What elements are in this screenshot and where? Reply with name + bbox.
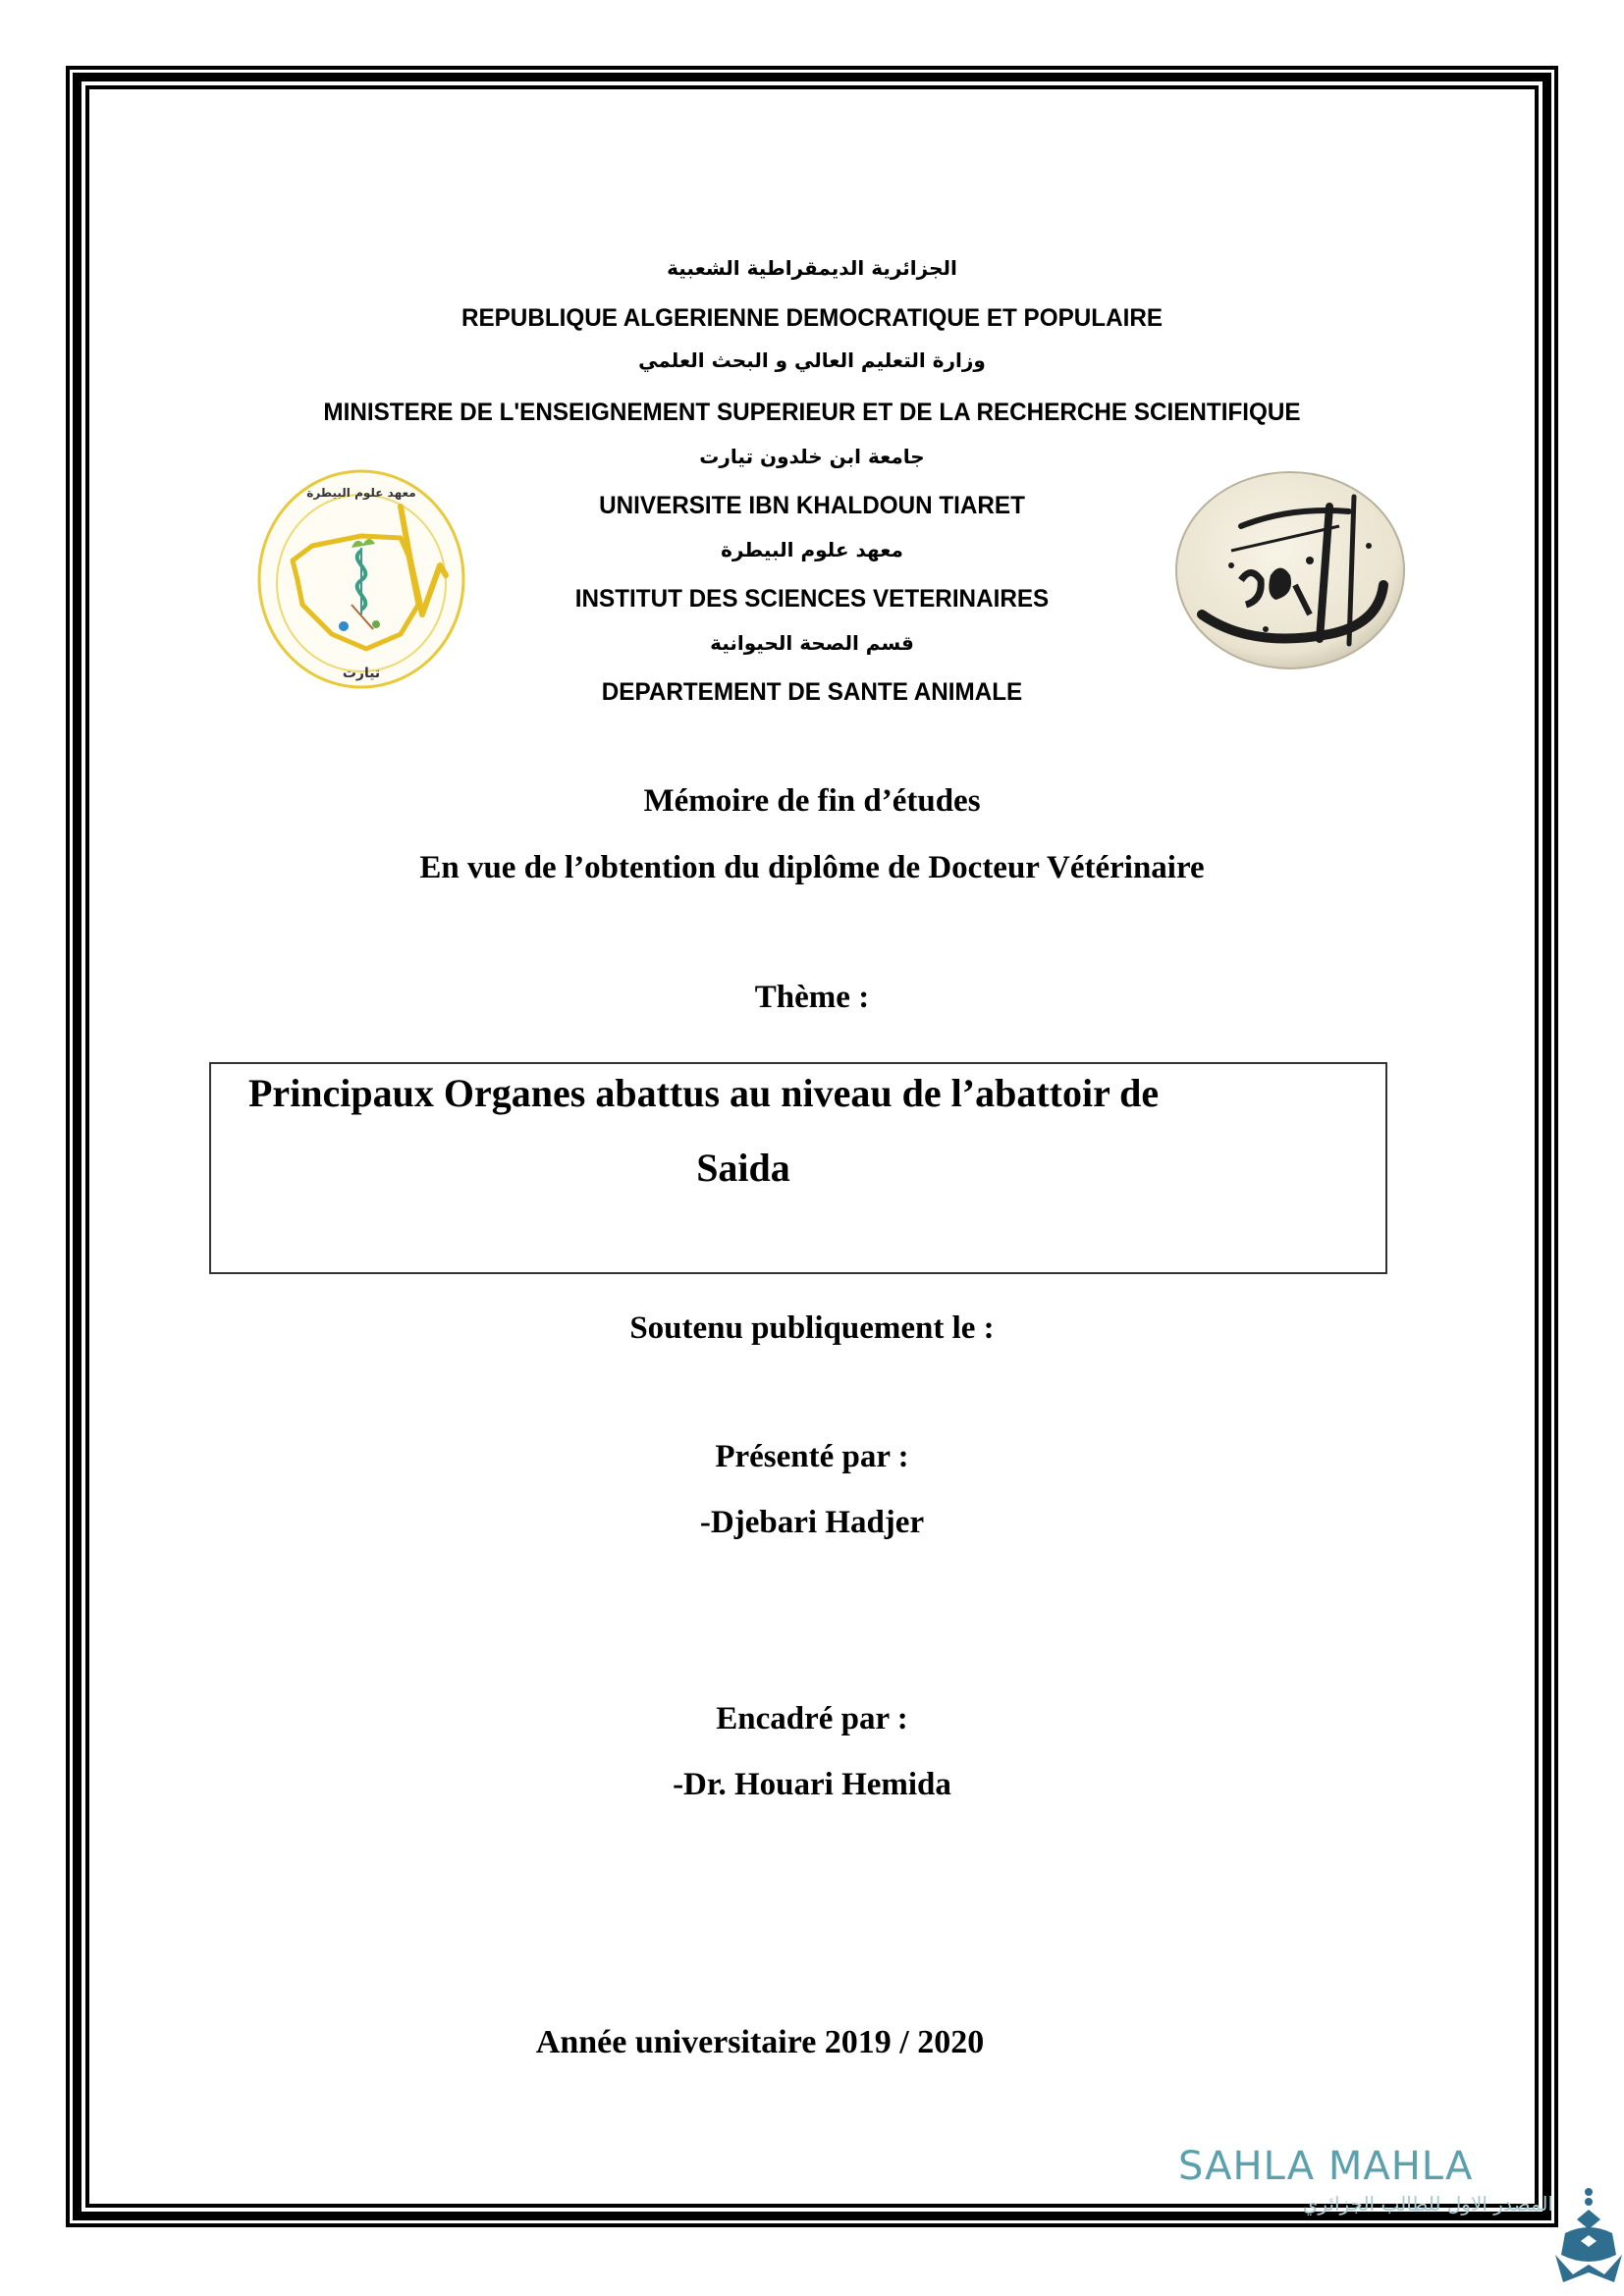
supervisor-name: -Dr. Houari Hemida [673,1767,951,1802]
institute-logo [253,467,469,691]
theme-title-line-1: Principaux Organes abattus au niveau de l’abattoir de [248,1071,1160,1115]
student-name: -Djebari Hadjer [699,1505,925,1540]
document-type: Mémoire de fin d’études [643,783,981,819]
theme-title-line-2: Saida [696,1146,790,1190]
defense-date-label: Soutenu publiquement le : [629,1310,995,1346]
institute-name-french: INSTITUT DES SCIENCES VETERINAIRES [574,585,1050,613]
university-name-arabic: جامعة ابن خلدون تيارت [699,445,925,468]
sahla-mahla-watermark [1168,2135,1624,2282]
university-name-french: UNIVERSITE IBN KHALDOUN TIARET [599,492,1025,519]
department-name-arabic: قسم الصحة الحيوانية [710,631,914,655]
institute-emblem-icon [253,467,469,691]
ministry-name-french: MINISTERE DE L'ENSEIGNEMENT SUPERIEUR ET DE LA RECHERCHE SCIENTIFIQUE [323,399,1301,426]
svg-text:تيارت: تيارت [342,666,381,681]
watermark-title: SAHLA MAHLA [1178,2144,1474,2189]
svg-text:معهد علوم البيطرة: معهد علوم البيطرة [306,486,416,500]
watermark-subtitle: المصدر الاول للطالب الجزائري [1302,2192,1553,2216]
ministry-name-arabic: وزارة التعليم العالي و البحث العلمي [638,348,986,372]
university-calligraphy-seal-icon [1172,467,1408,673]
academic-year: Année universitaire 2019 / 2020 [535,2024,985,2060]
presented-by-label: Présenté par : [715,1439,909,1474]
university-logo [1172,467,1408,673]
department-name-french: DEPARTEMENT DE SANTE ANIMALE [601,678,1023,706]
country-name-arabic: الجزائرية الديمقراطية الشعبية [667,256,957,280]
degree-statement: En vue de l’obtention du diplôme de Docteur Vétérinaire [419,850,1205,885]
country-name-french: REPUBLIQUE ALGERIENNE DEMOCRATIQUE ET POPULAIRE [460,304,1164,332]
theme-label: Thème : [754,980,870,1015]
supervised-by-label: Encadré par : [716,1701,908,1736]
sahla-mahla-logo-icon [1555,2186,1622,2286]
institute-name-arabic: معهد علوم البيطرة [721,538,903,561]
